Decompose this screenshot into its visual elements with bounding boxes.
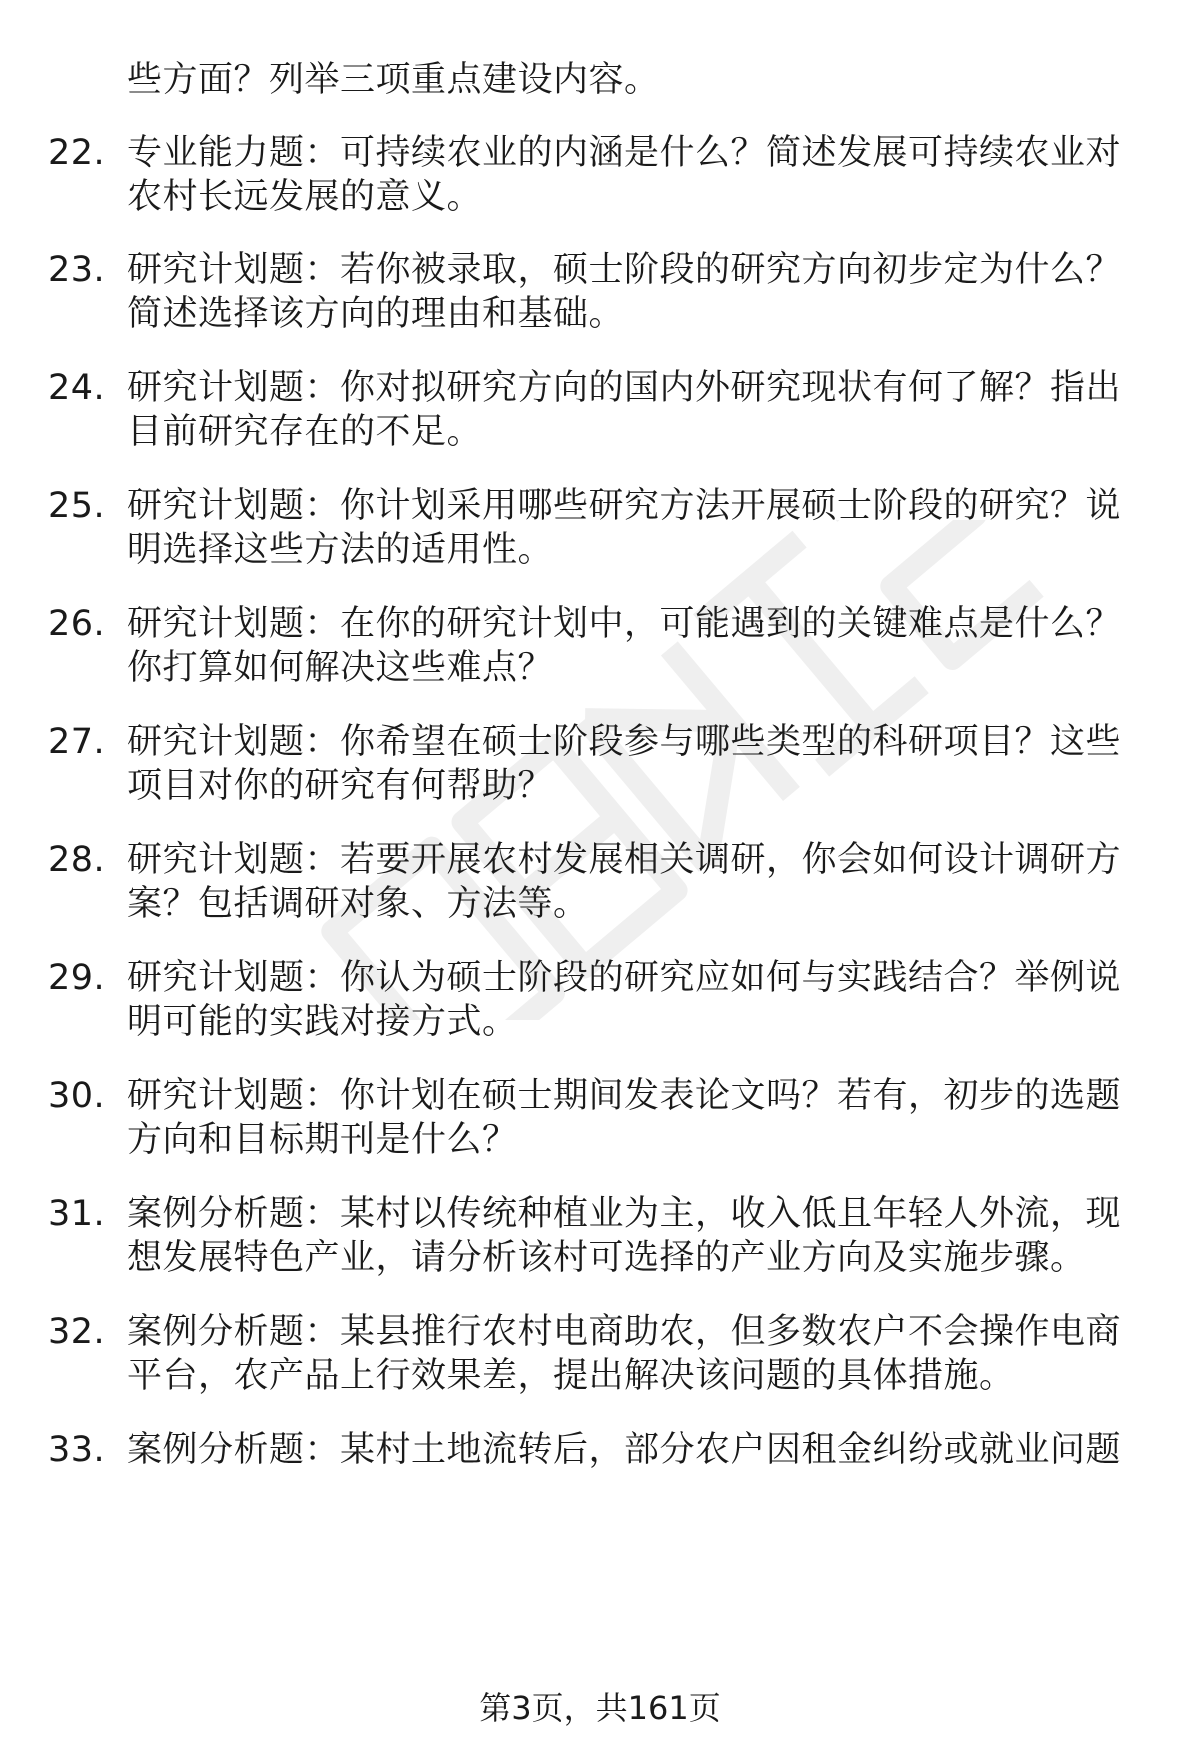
item-number: 24. — [48, 368, 106, 408]
item-text-line-1: 研究计划题：你计划在硕士期间发表论文吗？若有，初步的选题 — [127, 1076, 1122, 1116]
item-number: 29. — [48, 958, 106, 998]
item-text-line-2: 案？包括调研对象、方法等。 — [127, 884, 589, 924]
item-text-line-2: 你打算如何解决这些难点？ — [127, 648, 554, 688]
item-text-line-1: 研究计划题：你计划采用哪些研究方法开展硕士阶段的研究？说 — [127, 486, 1122, 526]
item-text-line-1: 案例分析题：某县推行农村电商助农，但多数农户不会操作电商 — [127, 1312, 1122, 1352]
item-number: 27. — [48, 722, 106, 762]
item-text-line-2: 想发展特色产业，请分析该村可选择的产业方向及实施步骤。 — [127, 1238, 1086, 1278]
item-text-line-1: 研究计划题：你对拟研究方向的国内外研究现状有何了解？指出 — [127, 368, 1122, 408]
item-text-line-1: 研究计划题：你希望在硕士阶段参与哪些类型的科研项目？这些 — [127, 722, 1122, 762]
item-text-line-1: 案例分析题：某村土地流转后，部分农户因租金纠纷或就业问题 — [127, 1430, 1122, 1470]
item-text-line-1: 案例分析题：某村以传统种植业为主，收入低且年轻人外流，现 — [127, 1194, 1122, 1234]
item-number: 32. — [48, 1312, 106, 1352]
item-number: 22. — [48, 133, 106, 173]
item-number: 25. — [48, 486, 106, 526]
item-text-line-2: 项目对你的研究有何帮助？ — [127, 766, 554, 806]
item-text-line-2: 明选择这些方法的适用性。 — [127, 530, 554, 570]
item-text-line-2: 平台，农产品上行效果差，提出解决该问题的具体措施。 — [127, 1356, 1015, 1396]
item-number: 23. — [48, 250, 106, 290]
item-text-line-2: 方向和目标期刊是什么？ — [127, 1120, 518, 1160]
continuation-text: 些方面？列举三项重点建设内容。 — [127, 60, 660, 100]
item-number: 30. — [48, 1076, 106, 1116]
item-text-line-2: 目前研究存在的不足。 — [127, 412, 483, 452]
item-text-line-1: 研究计划题：若要开展农村发展相关调研，你会如何设计调研方 — [127, 840, 1122, 880]
item-text-line-1: 研究计划题：在你的研究计划中，可能遇到的关键难点是什么？ — [127, 604, 1122, 644]
item-text-line-2: 明可能的实践对接方式。 — [127, 1002, 518, 1042]
item-number: 31. — [48, 1194, 106, 1234]
item-text-line-1: 专业能力题：可持续农业的内涵是什么？简述发展可持续农业对 — [127, 133, 1122, 173]
item-text-line-2: 简述选择该方向的理由和基础。 — [127, 294, 625, 334]
item-text-line-1: 研究计划题：你认为硕士阶段的研究应如何与实践结合？举例说 — [127, 958, 1122, 998]
item-number: 28. — [48, 840, 106, 880]
item-text-line-1: 研究计划题：若你被录取，硕士阶段的研究方向初步定为什么？ — [127, 250, 1122, 290]
item-number: 33. — [48, 1430, 106, 1470]
item-number: 26. — [48, 604, 106, 644]
page-footer: 第3页，共161页 — [479, 1689, 721, 1727]
item-text-line-2: 农村长远发展的意义。 — [127, 177, 483, 217]
